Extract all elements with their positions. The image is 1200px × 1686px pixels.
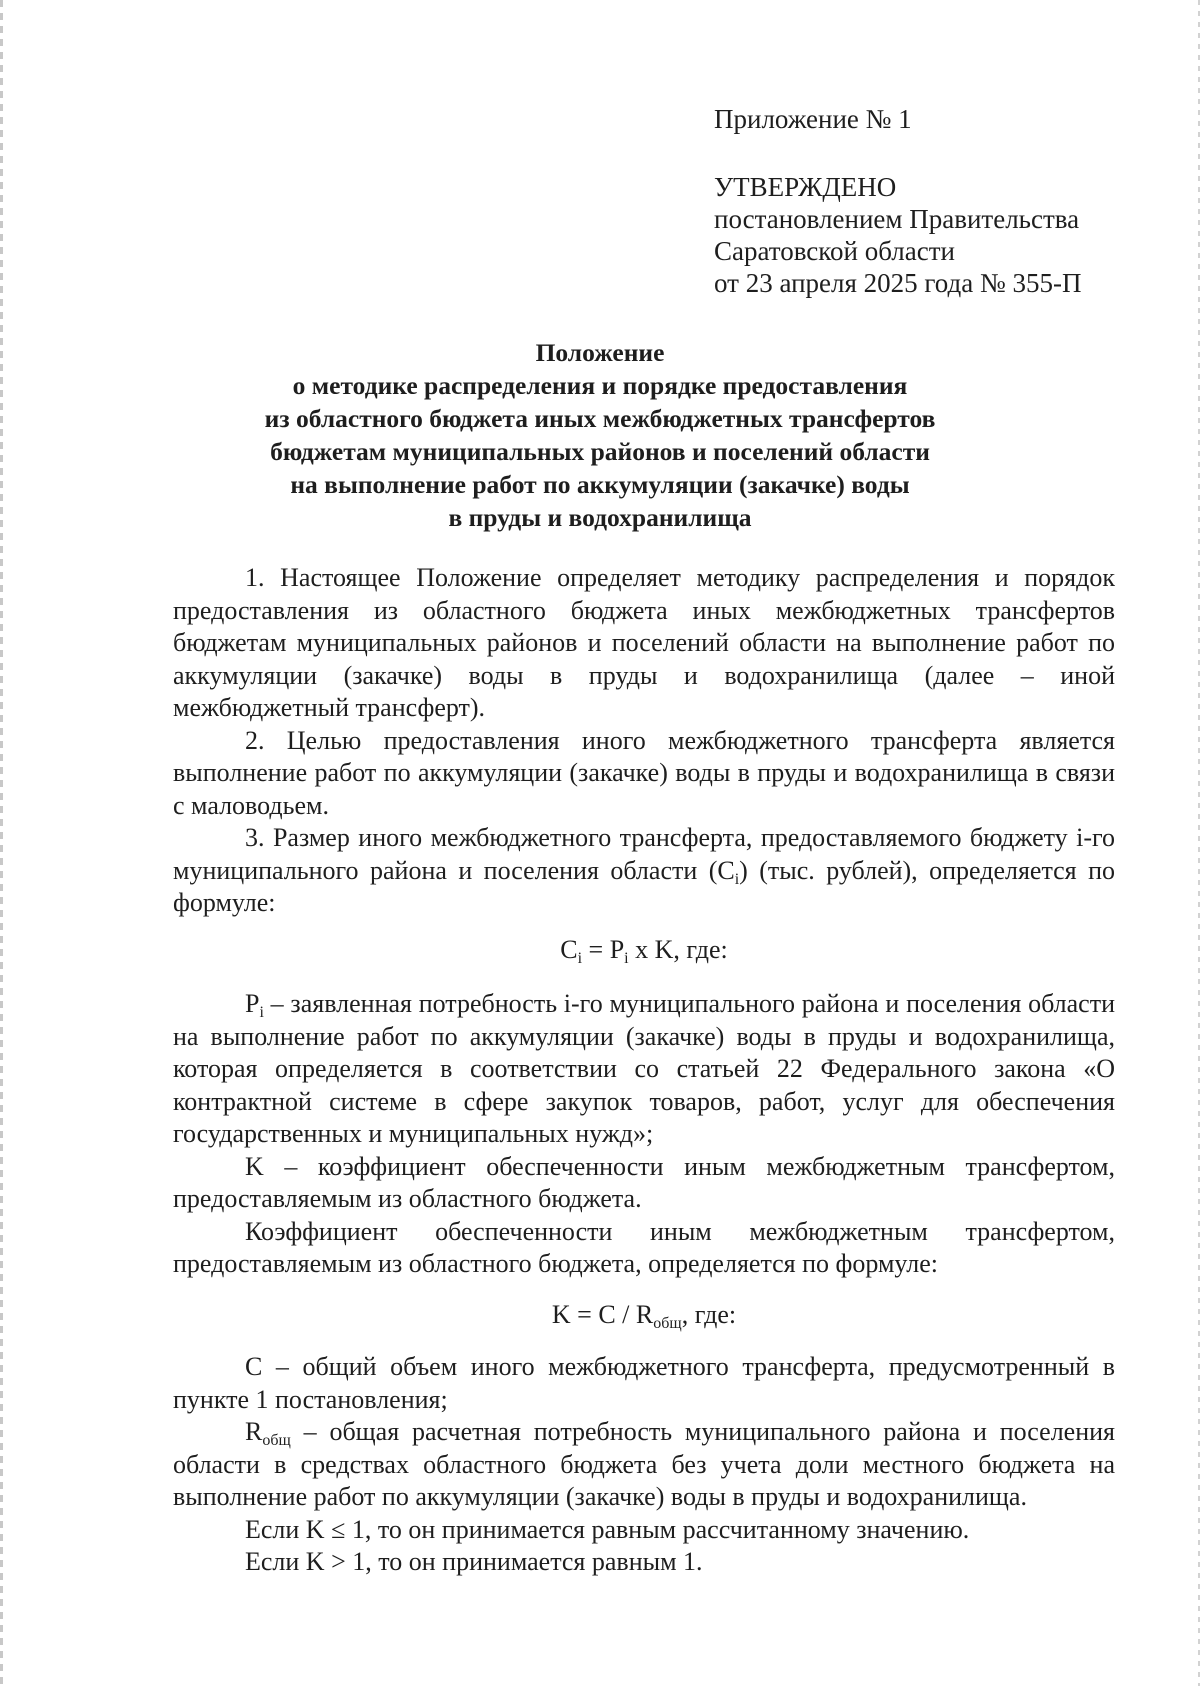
definition-p xyxy=(173,988,1115,1151)
definition-text: – заявленная потребность i-го муниципального района и поселения области на выполнение работ по аккумуляции (закачке) воды в пруды и водохранилища, которая определяется в соответствии со статьей 22 Федерального закона «О контрактной системе в сфере закупок товаров, работ, услуг для обеспечения государственных и муниципальных нужд»; xyxy=(173,989,1115,1148)
appendix-label: Приложение № 1 xyxy=(714,104,912,134)
decree-line: от 23 апреля 2025 года № 355-П xyxy=(714,268,1082,298)
scan-left-edge xyxy=(0,0,3,1686)
formula-ci xyxy=(173,934,1115,967)
formula-part: , где: xyxy=(681,1299,737,1329)
decree-line: постановлением Правительства xyxy=(714,204,1080,234)
formula-part: x K, где: xyxy=(628,934,728,964)
paragraph-3-text: 3. Размер иного межбюджетного трансферта, предоставляемого бюджету i-го муниципального района и поселения области (C xyxy=(173,823,1115,885)
definition-k: K – коэффициент обеспеченности иным межбюджетным трансфертом, предоставляемым из областного бюджета. xyxy=(173,1151,1115,1213)
paragraph-3-end: ) (тыс. рублей), определяется по формуле: xyxy=(173,855,1115,917)
title-line: о методике распределения и порядке предоставления xyxy=(292,371,908,400)
symbol: R xyxy=(245,1417,263,1446)
title-line: бюджетам муниципальных районов и поселений области xyxy=(270,437,930,466)
definition-text: – общая расчетная потребность муниципального района и поселения области в средствах областного бюджета без учета доли местного бюджета на выполнение работ по аккумуляции (закачке) воды в пруды и водохранилища. xyxy=(173,1417,1115,1511)
approval-block xyxy=(714,171,1082,299)
paragraph-3 xyxy=(173,822,1115,920)
subscript: i xyxy=(734,870,740,888)
formula-part: K = C / R xyxy=(551,1299,654,1329)
formula-part: C xyxy=(560,934,578,964)
symbol: P xyxy=(245,989,260,1018)
rule-k-le-1: Если K ≤ 1, то он принимается равным рассчитанному значению. xyxy=(245,1514,970,1544)
paragraph-1: 1. Настоящее Положение определяет методику распределения и порядок предоставления из областного бюджета иных межбюджетных трансфертов бюджетам муниципальных районов и поселений области на выполнение работ по аккумуляции (закачке) воды в пруды и водохранилища (далее – иной межбюджетный трансферт). xyxy=(173,563,1115,722)
definition-r xyxy=(173,1416,1115,1514)
formula-part: = P xyxy=(582,934,625,964)
document-title xyxy=(150,336,1050,534)
decree-line: Саратовской области xyxy=(714,236,955,266)
subscript: i xyxy=(577,949,583,967)
coefficient-intro: Коэффициент обеспеченности иным межбюджетным трансфертом, предоставляемым из областного бюджета, определяется по формуле: xyxy=(173,1216,1115,1278)
approved-stamp: УТВЕРЖДЕНО xyxy=(714,172,897,202)
title-line: Положение xyxy=(535,338,665,367)
paragraph-2: 2. Целью предоставления иного межбюджетного трансферта является выполнение работ по аккумуляции (закачке) воды в пруды и водохранилища в связи с маловодьем. xyxy=(173,725,1115,820)
subscript: общ xyxy=(262,1432,291,1449)
subscript: i xyxy=(259,1004,264,1021)
rule-k-gt-1: Если K > 1, то он принимается равным 1. xyxy=(245,1547,703,1576)
title-line: из областного бюджета иных межбюджетных трансфертов xyxy=(264,404,936,433)
formula-k xyxy=(173,1299,1115,1332)
document-body xyxy=(173,562,1115,1579)
title-line: в пруды и водохранилища xyxy=(448,503,752,532)
title-line: на выполнение работ по аккумуляции (закачке) воды xyxy=(290,470,910,499)
definition-c: C – общий объем иного межбюджетного трансферта, предусмотренный в пункте 1 постановления; xyxy=(173,1352,1115,1414)
subscript: i xyxy=(624,949,629,967)
subscript: общ xyxy=(653,1314,682,1332)
